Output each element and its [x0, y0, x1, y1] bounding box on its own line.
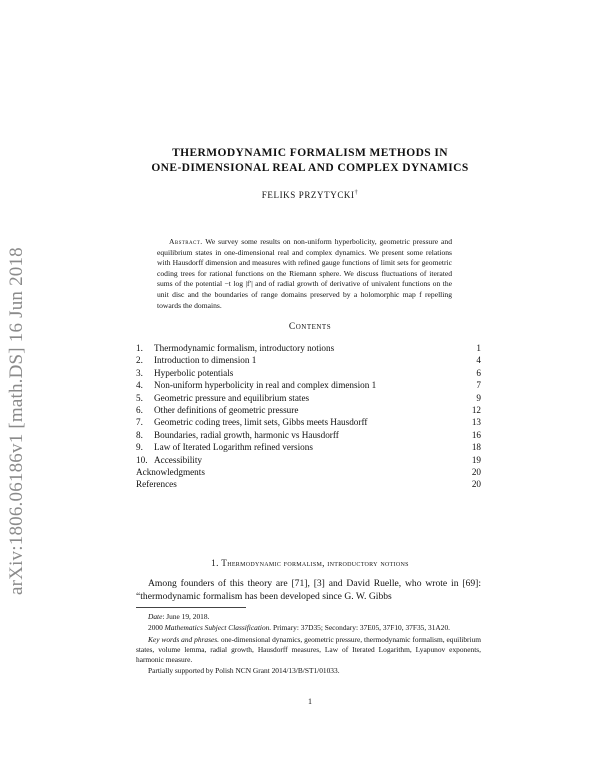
footnote-msc-prefix: 2000	[148, 623, 165, 633]
toc-number: 4.	[136, 380, 143, 391]
footnote-keywords-label: Key words and phrases.	[148, 634, 219, 644]
section-heading	[120, 558, 500, 568]
footnote-date-label: Date	[148, 612, 163, 621]
toc-entry[interactable]	[136, 454, 481, 466]
toc-entry[interactable]	[136, 354, 481, 366]
footnote-msc-label: Mathematics Subject Classification.	[164, 623, 272, 633]
section-number: 1.	[211, 558, 219, 568]
section-title: Thermodynamic formalism, introductory notions	[221, 558, 409, 568]
footnote-msc	[136, 623, 481, 633]
footnote-keywords	[136, 635, 481, 666]
toc-title: Geometric coding trees, limit sets, Gibbs meets Hausdorff	[154, 417, 368, 428]
toc-title: Hyperbolic potentials	[154, 367, 234, 378]
arxiv-identifier: arXiv:1806.06186v1 [math.DS] 16 Jun 2018	[6, 247, 27, 595]
toc-title: Other definitions of geometric pressure	[154, 404, 299, 415]
toc-page: 16	[471, 429, 481, 440]
toc-entry[interactable]	[136, 441, 481, 453]
table-of-contents	[136, 342, 481, 491]
toc-entry[interactable]	[136, 416, 481, 428]
toc-title: Thermodynamic formalism, introductory notions	[154, 343, 335, 353]
toc-title: References	[136, 479, 177, 490]
toc-page: 19	[471, 454, 481, 465]
body-text	[136, 577, 481, 603]
abstract-text: We survey some results on non-uniform hyperbolicity, geometric pressure and equilibrium states in one-dimensional real and complex dynamics. We present some relations with Hausdorff dimension and measures with refined gauge functions of limit sets for geometric coding trees for rational functions on the Riemann sphere. We discuss fluctuations of iterated sums of the potential −t log |f′| and of radial growth of derivative of univalent functions on the unit disc and the boundaries of range domains preserved by a holomorphic map f repelling towards the domains.	[157, 237, 452, 310]
toc-number: 7.	[136, 417, 143, 428]
page-number: 1	[308, 697, 312, 706]
toc-page: 6	[476, 367, 481, 378]
toc-entry[interactable]	[136, 367, 481, 379]
contents-heading: Contents	[288, 322, 332, 332]
toc-title: Boundaries, radial growth, harmonic vs Hausdorff	[154, 429, 339, 440]
toc-title: Law of Iterated Logarithm refined versions	[154, 442, 313, 453]
toc-entry[interactable]	[136, 379, 481, 391]
title-line-2: ONE-DIMENSIONAL REAL AND COMPLEX DYNAMICS	[151, 162, 469, 174]
toc-title: Accessibility	[154, 454, 202, 465]
toc-page: 4	[476, 355, 481, 366]
toc-entry[interactable]	[136, 392, 481, 404]
toc-entry[interactable]	[136, 429, 481, 441]
toc-number: 6.	[136, 404, 143, 415]
author-footnote-mark: †	[354, 190, 359, 196]
footnote-rule	[136, 607, 246, 608]
author-name: FELIKS PRZYTYCKI	[261, 190, 355, 200]
toc-title: Non-uniform hyperbolicity in real and complex dimension 1	[154, 380, 377, 391]
toc-page: 7	[476, 380, 481, 391]
toc-number: 1.	[136, 343, 143, 353]
toc-number: 8.	[136, 429, 143, 440]
abstract	[157, 237, 452, 311]
footnote-keywords-value: one-dimensional dynamics, geometric pressure, thermodynamic formalism, equilibrium states, volume lemma, radial growth, Hausdorff measures, Law of Iterated Logarithm, Lyapunov exponents, harmonic measure.	[136, 634, 481, 665]
toc-number: 2.	[136, 355, 143, 366]
toc-page: 13	[471, 417, 481, 428]
title-line-1: THERMODYNAMIC FORMALISM METHODS IN	[172, 147, 448, 159]
toc-page: 20	[471, 479, 481, 490]
footnotes	[136, 612, 481, 678]
footnote-support: Partially supported by Polish NCN Grant 2014/13/B/ST1/01033.	[148, 666, 340, 676]
toc-page: 18	[471, 442, 481, 453]
toc-page: 20	[471, 466, 481, 477]
toc-entry[interactable]	[136, 466, 481, 478]
toc-page: 9	[476, 392, 481, 403]
toc-page: 1	[476, 343, 481, 353]
footnote-date	[136, 612, 481, 622]
abstract-label: Abstract.	[169, 237, 203, 246]
author-line	[120, 190, 500, 200]
toc-number: 3.	[136, 367, 143, 378]
footnote-date-value: : June 19, 2018.	[162, 612, 210, 621]
toc-entry[interactable]	[136, 342, 481, 354]
toc-entry[interactable]	[136, 404, 481, 416]
body-paragraph: Among founders of this theory are [71], [3] and David Ruelle, who wrote in [69]: “thermodynamic formalism has been developed since G. W. Gibbs	[136, 578, 481, 603]
toc-number: 5.	[136, 392, 143, 403]
toc-title: Introduction to dimension 1	[154, 355, 257, 366]
toc-number: 9.	[136, 442, 143, 453]
toc-page: 12	[471, 404, 481, 415]
toc-number: 10.	[136, 454, 148, 465]
toc-title: Geometric pressure and equilibrium states	[154, 392, 310, 403]
paper-title	[120, 146, 500, 176]
toc-title: Acknowledgments	[136, 466, 205, 477]
toc-entry[interactable]	[136, 478, 481, 490]
footnote-msc-value: Primary: 37D35; Secondary: 37E05, 37F10, 37F35, 31A20.	[271, 623, 450, 633]
